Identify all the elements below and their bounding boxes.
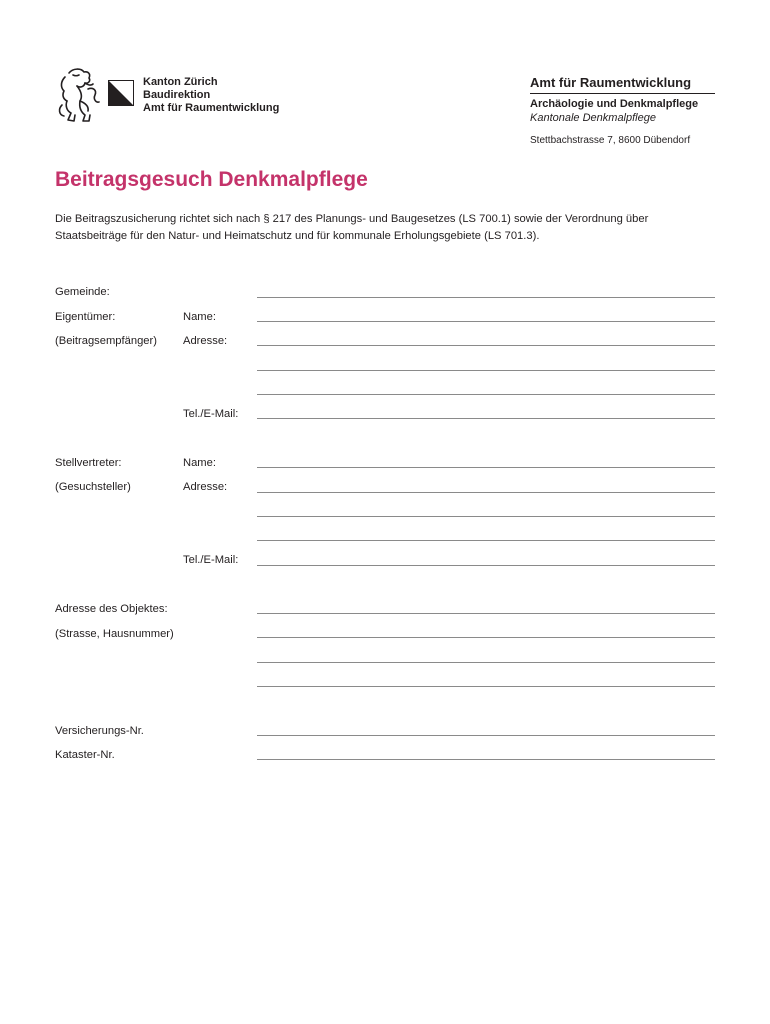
field-objekt-adresse-3[interactable]: [257, 662, 715, 663]
label-beitragsempfaenger: (Beitragsempfänger): [55, 335, 157, 347]
department-division: Archäologie und Denkmalpflege: [530, 98, 699, 110]
field-objekt-adresse-2[interactable]: [257, 637, 715, 638]
field-objekt-adresse-4[interactable]: [257, 686, 715, 687]
department-block: [530, 75, 715, 147]
label-versicherungs-nr: Versicherungs-Nr.: [55, 725, 144, 737]
label-kataster-nr: Kataster-Nr.: [55, 749, 115, 761]
field-stellvertreter-adresse-2[interactable]: [257, 516, 715, 517]
label-eigentuemer-tel: Tel./E-Mail:: [183, 408, 239, 420]
department-unit: Kantonale Denkmalpflege: [530, 112, 656, 124]
label-eigentuemer: Eigentümer:: [55, 311, 116, 323]
department-title: Amt für Raumentwicklung: [530, 75, 715, 94]
field-eigentuemer-adresse-3[interactable]: [257, 394, 715, 395]
field-stellvertreter-tel[interactable]: [257, 565, 715, 566]
field-versicherungs-nr[interactable]: [257, 735, 715, 736]
organization-block: [143, 76, 279, 115]
field-objekt-adresse-1[interactable]: [257, 613, 715, 614]
org-line-direktion: Baudirektion: [143, 89, 211, 101]
field-stellvertreter-adresse-1[interactable]: [257, 492, 715, 493]
field-stellvertreter-adresse-3[interactable]: [257, 540, 715, 541]
label-adresse-objekt: Adresse des Objektes:: [55, 603, 168, 615]
field-eigentuemer-adresse-2[interactable]: [257, 370, 715, 371]
field-eigentuemer-tel[interactable]: [257, 418, 715, 419]
label-gemeinde: Gemeinde:: [55, 286, 110, 298]
label-stellvertreter-tel: Tel./E-Mail:: [183, 554, 239, 566]
department-address: Stettbachstrasse 7, 8600 Dübendorf: [530, 135, 691, 146]
zurich-lion-crest-icon: [55, 65, 101, 125]
field-gemeinde[interactable]: [257, 297, 715, 298]
field-stellvertreter-name[interactable]: [257, 467, 715, 468]
label-eigentuemer-name: Name:: [183, 311, 216, 323]
org-line-kanton: Kanton Zürich: [143, 76, 218, 88]
label-stellvertreter-name: Name:: [183, 457, 216, 469]
field-eigentuemer-name[interactable]: [257, 321, 715, 322]
intro-paragraph: Die Beitragszusicherung richtet sich nach § 217 des Planungs- und Baugesetzes (LS 700.1) sowie der Verordnung über Staatsbeiträge für den Natur- und Heimatschutz und für kommunale Erholungsgebiete (LS 701.3).: [55, 213, 649, 242]
org-line-amt: Amt für Raumentwicklung: [143, 102, 280, 114]
label-stellvertreter-adresse: Adresse:: [183, 481, 228, 493]
label-stellvertreter: Stellvertreter:: [55, 457, 122, 469]
document-title: Beitragsgesuch Denkmalpflege: [55, 168, 368, 191]
field-kataster-nr[interactable]: [257, 759, 715, 760]
label-strasse-hausnummer: (Strasse, Hausnummer): [55, 628, 174, 640]
label-gesuchsteller: (Gesuchsteller): [55, 481, 131, 493]
field-eigentuemer-adresse-1[interactable]: [257, 345, 715, 346]
label-eigentuemer-adresse: Adresse:: [183, 335, 228, 347]
zurich-shield-icon: [108, 80, 134, 106]
